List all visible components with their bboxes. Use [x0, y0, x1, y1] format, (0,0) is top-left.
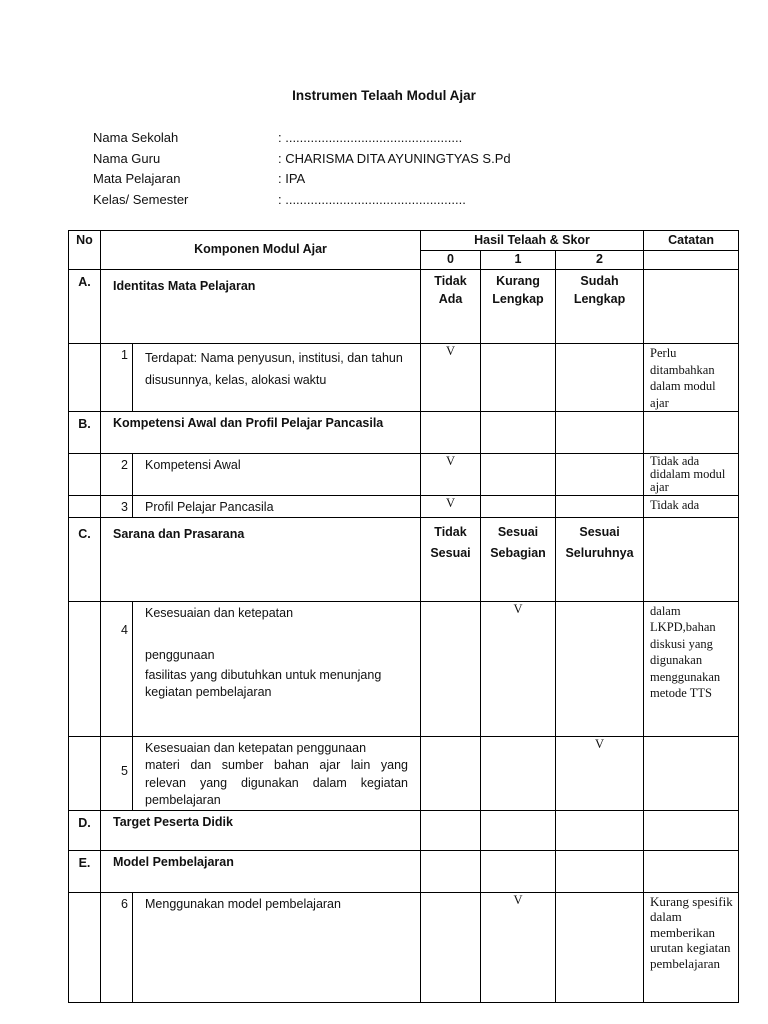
- label-partly-suitable: Sesuai Sebagian: [481, 517, 556, 601]
- empty-cell: [421, 412, 481, 454]
- section-row-c: [69, 517, 739, 601]
- empty-cell: [421, 850, 481, 892]
- check-mark: V: [481, 892, 556, 1002]
- header-no: No: [69, 231, 101, 270]
- empty-cell: [69, 496, 101, 518]
- score-0: 0: [421, 251, 481, 270]
- meta-row-class: [93, 190, 511, 211]
- identity-block: [93, 128, 511, 210]
- item-number: 5: [101, 736, 133, 810]
- empty-cell: [69, 344, 101, 412]
- item-text: Menggunakan model pembelajaran: [133, 892, 421, 1002]
- label-not-suitable: Tidak Sesuai: [421, 517, 481, 601]
- meta-row-teacher: [93, 149, 511, 170]
- section-title: Identitas Mata Pelajaran: [101, 270, 421, 344]
- item-text-line: fasilitas yang dibutuhkan untuk menunjang kegiatan pembelajaran: [145, 667, 382, 699]
- empty-cell: [69, 892, 101, 1002]
- empty-cell: [556, 412, 644, 454]
- label-complete: Sudah Lengkap: [556, 270, 644, 344]
- empty-cell: [556, 850, 644, 892]
- item-text: [133, 601, 421, 736]
- label-fully-suitable: Sesuai Seluruhnya: [556, 517, 644, 601]
- empty-cell: [481, 850, 556, 892]
- item-text: Terdapat: Nama penyusun, institusi, dan tahun disusunnya, kelas, alokasi waktu: [133, 344, 421, 412]
- empty-cell: [421, 736, 481, 810]
- empty-cell: [556, 454, 644, 496]
- check-mark: V: [421, 454, 481, 496]
- empty-cell: [556, 601, 644, 736]
- header-row: [69, 231, 739, 251]
- empty-cell: [644, 850, 739, 892]
- item-text-line: Kesesuaian dan ketepatan: [145, 605, 294, 620]
- item-text: Kompetensi Awal: [133, 454, 421, 496]
- item-text-line: Kesesuaian dan ketepatan penggunaan: [145, 740, 367, 755]
- section-title: Kompetensi Awal dan Profil Pelajar Pancasila: [101, 412, 421, 454]
- empty-cell: [69, 736, 101, 810]
- check-mark: V: [421, 344, 481, 412]
- item-number: 3: [101, 496, 133, 518]
- header-catatan: Catatan: [644, 231, 739, 251]
- meta-label: Nama Sekolah: [93, 130, 179, 145]
- item-note: Kurang spesifik dalam memberikan urutan kegiatan pembelajaran: [644, 892, 739, 1002]
- empty-cell: [644, 270, 739, 344]
- item-text-line: materi dan sumber bahan ajar lain yang relevan yang digunakan dalam kegiatan pembelajaran: [145, 758, 408, 807]
- check-mark: V: [421, 496, 481, 518]
- review-table: [68, 230, 739, 1003]
- item-number: 6: [101, 892, 133, 1002]
- meta-value: : ..................................................: [278, 191, 466, 207]
- header-komponen: Komponen Modul Ajar: [101, 231, 421, 270]
- empty-cell: [481, 496, 556, 518]
- empty-cell: [69, 454, 101, 496]
- score-1: 1: [481, 251, 556, 270]
- empty-cell: [556, 810, 644, 850]
- meta-value: : CHARISMA DITA AYUNINGTYAS S.Pd: [278, 150, 511, 166]
- section-row-e: [69, 850, 739, 892]
- item-row-4: [69, 601, 739, 736]
- item-row-6: [69, 892, 739, 1002]
- header-hasil: Hasil Telaah & Skor: [421, 231, 644, 251]
- empty-cell: [421, 892, 481, 1002]
- label-incomplete: Kurang Lengkap: [481, 270, 556, 344]
- empty-cell: [421, 810, 481, 850]
- item-number: 1: [101, 344, 133, 412]
- meta-label: Mata Pelajaran: [93, 171, 181, 186]
- section-letter: D.: [69, 810, 101, 850]
- item-number: 2: [101, 454, 133, 496]
- empty-cell: [481, 736, 556, 810]
- meta-row-subject: [93, 169, 511, 190]
- empty-cell: [556, 496, 644, 518]
- item-row-1: [69, 344, 739, 412]
- item-row-3: [69, 496, 739, 518]
- section-letter: C.: [69, 517, 101, 601]
- item-note: Perlu ditambahkan dalam modul ajar: [644, 344, 739, 412]
- meta-label: Kelas/ Semester: [93, 191, 189, 207]
- meta-value: : IPA: [278, 171, 306, 186]
- item-note: Tidak ada: [644, 496, 739, 518]
- section-title: Sarana dan Prasarana: [101, 517, 421, 601]
- item-note: dalam LKPD,bahan diskusi yang digunakan menggunakan metode TTS: [644, 601, 739, 736]
- item-number: 4: [101, 601, 133, 736]
- empty-cell: [481, 412, 556, 454]
- meta-row-school: [93, 128, 511, 149]
- item-row-2: [69, 454, 739, 496]
- empty-cell: [556, 892, 644, 1002]
- empty-cell: [556, 344, 644, 412]
- section-row-b: [69, 412, 739, 454]
- section-row-a: [69, 270, 739, 344]
- item-text: Profil Pelajar Pancasila: [133, 496, 421, 518]
- section-row-d: [69, 810, 739, 850]
- empty-cell: [644, 517, 739, 601]
- score-2: 2: [556, 251, 644, 270]
- empty-cell: [644, 736, 739, 810]
- meta-value: : .................................................: [278, 130, 463, 145]
- empty-cell: [481, 344, 556, 412]
- item-text: [133, 736, 421, 810]
- section-title: Model Pembelajaran: [101, 850, 421, 892]
- empty-cell: [481, 810, 556, 850]
- empty-cell: [69, 601, 101, 736]
- item-note: Tidak ada didalam modul ajar: [644, 454, 739, 496]
- meta-label: Nama Guru: [93, 150, 161, 166]
- empty-cell: [481, 454, 556, 496]
- label-not-present: Tidak Ada: [421, 270, 481, 344]
- empty-cell: [421, 601, 481, 736]
- item-row-5: [69, 736, 739, 810]
- item-text-line: penggunaan: [145, 648, 215, 662]
- check-mark: V: [556, 736, 644, 810]
- empty-cell: [644, 810, 739, 850]
- section-letter: B.: [69, 412, 101, 454]
- document-title: Instrumen Telaah Modul Ajar: [292, 88, 476, 103]
- check-mark: V: [481, 601, 556, 736]
- section-letter: E.: [69, 850, 101, 892]
- section-letter: A.: [69, 270, 101, 344]
- empty-cell: [644, 412, 739, 454]
- empty-cell: [644, 251, 739, 270]
- section-title: Target Peserta Didik: [101, 810, 421, 850]
